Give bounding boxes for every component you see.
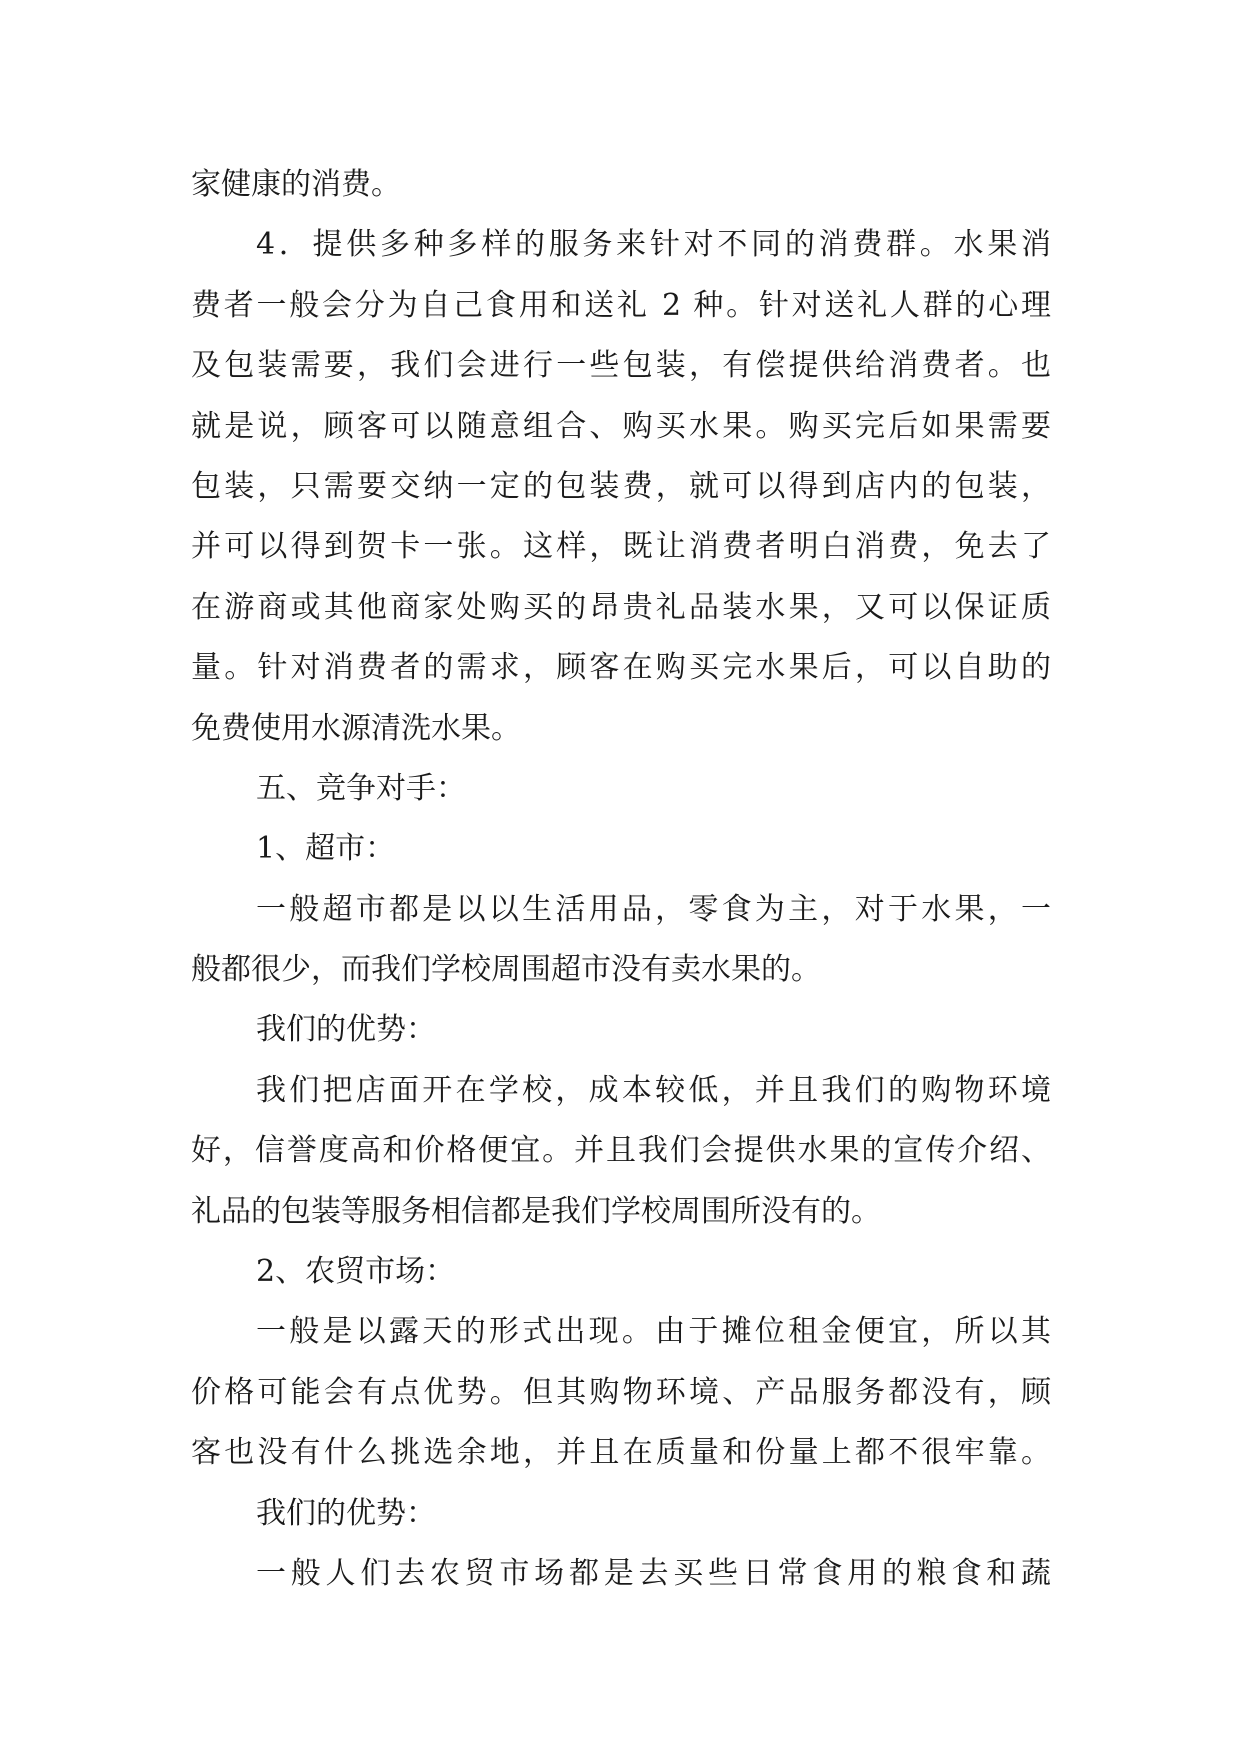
- text-line: 礼品的包装等服务相信都是我们学校周围所没有的。: [191, 1193, 881, 1229]
- subsection-heading: 我们的优势：: [256, 1012, 436, 1048]
- text-line: 就是说，顾客可以随意组合、购买水果。购买完后如果需要: [191, 408, 1051, 444]
- text-line: 我们把店面开在学校，成本较低，并且我们的购物环境: [256, 1072, 1051, 1108]
- text-line: 客也没有什么挑选余地，并且在质量和份量上都不很牢靠。: [191, 1435, 1051, 1471]
- text-line: 价格可能会有点优势。但其购物环境、产品服务都没有，顾: [191, 1374, 1051, 1410]
- text-line: 家健康的消费。: [191, 167, 401, 202]
- text-line: 般都很少，而我们学校周围超市没有卖水果的。: [191, 952, 821, 988]
- text-line: 在游商或其他商家处购买的昂贵礼品装水果，又可以保证质: [191, 589, 1051, 625]
- text-line: 及包装需要，我们会进行一些包装，有偿提供给消费者。也: [191, 348, 1051, 384]
- text-line: 并可以得到贺卡一张。这样，既让消费者明白消费，免去了: [191, 529, 1051, 565]
- text-line: 费者一般会分为自己食用和送礼 2 种。针对送礼人群的心理: [191, 287, 1051, 323]
- text-line: 一般人们去农贸市场都是去买些日常食用的粮食和蔬: [256, 1555, 1051, 1591]
- text-line: 4．提供多种多样的服务来针对不同的消费群。水果消: [256, 227, 1051, 263]
- text-line: 一般是以露天的形式出现。由于摊位租金便宜，所以其: [256, 1314, 1051, 1350]
- document-body: [191, 155, 1051, 1604]
- subsection-heading: 1、超市：: [256, 831, 396, 867]
- subsection-heading: 我们的优势：: [256, 1495, 436, 1531]
- text-line: 好，信誉度高和价格便宜。并且我们会提供水果的宣传介绍、: [191, 1133, 1051, 1169]
- section-heading: 五、竞争对手：: [256, 770, 466, 806]
- text-line: 量。针对消费者的需求，顾客在购买完水果后，可以自助的: [191, 650, 1051, 686]
- text-line: 一般超市都是以以生活用品，零食为主，对于水果，一: [256, 891, 1051, 927]
- text-line: 包装，只需要交纳一定的包装费，就可以得到店内的包装，: [191, 468, 1051, 504]
- text-line: 免费使用水源清洗水果。: [191, 710, 521, 746]
- subsection-heading: 2、农贸市场：: [256, 1254, 456, 1290]
